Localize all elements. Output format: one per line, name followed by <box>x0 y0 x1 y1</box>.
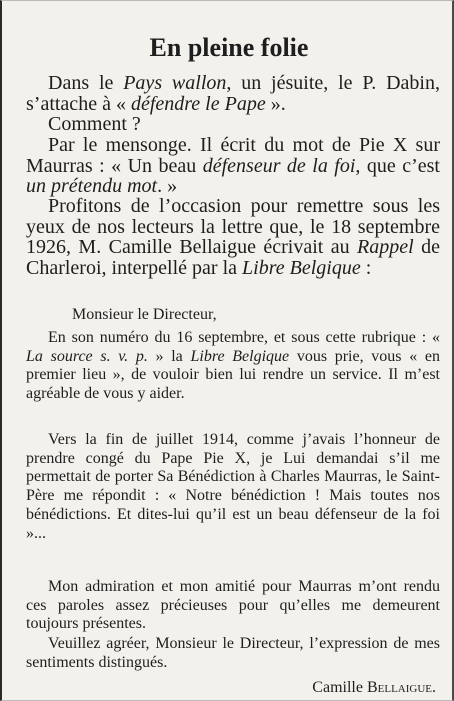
letter-paragraph-3: Mon admiration et mon amitié pour Maurras m’ont rendu ces paroles assez précieuses pour qu’elles me demeurent toujours présentes. <box>26 578 440 633</box>
article-paragraph-3: Par le mensonge. Il écrit du mot de Pie X sur Maurras : « Un beau défenseur de la foi, que c’est un prétendu mot. » <box>26 134 440 197</box>
letter-salutation: Monsieur le Directeur, <box>72 306 217 323</box>
letter-paragraph-4: Veuillez agréer, Monsieur le Directeur, l’expression de mes sentiments distingués. <box>26 635 440 671</box>
article-title: En pleine folie <box>149 33 309 62</box>
letter-paragraph-1: En son numéro du 16 septembre, et sous cette rubrique : « La source s. v. p. » la Libre Belgique vous prie, vous « en premier lieu », de vouloir bien lui rendre un service. Il m’est agréable de vous y aider. <box>26 329 440 403</box>
article-paragraph-4: Profitons de l’occasion pour remettre sous les yeux de nos lecteurs la lettre que, le 18 septembre 1926, M. Camille Bellaigue écrivait au Rappel de Charleroi, interpellé par la Libre Belgique : <box>26 195 440 279</box>
letter-paragraph-2: Vers la fin de juillet 1914, comme j’avais l’honneur de prendre congé du Pape Pie X, je Lui demandai s’il me permettait de porter Sa Bénédiction à Charles Maurras, le Saint-Père me répondit : « Notre bénédiction ! Mais toutes nos bénédictions. Et dites-lui qu’il est un beau défenseur de la foi »... <box>26 431 440 542</box>
article-paragraph-1: Dans le Pays wallon, un jésuite, le P. Dabin, s’attache à « défendre le Pape ». <box>26 72 440 115</box>
letter-signature: Camille Bellaigue. <box>312 679 436 696</box>
article-paragraph-2: Comment ? <box>48 113 141 135</box>
